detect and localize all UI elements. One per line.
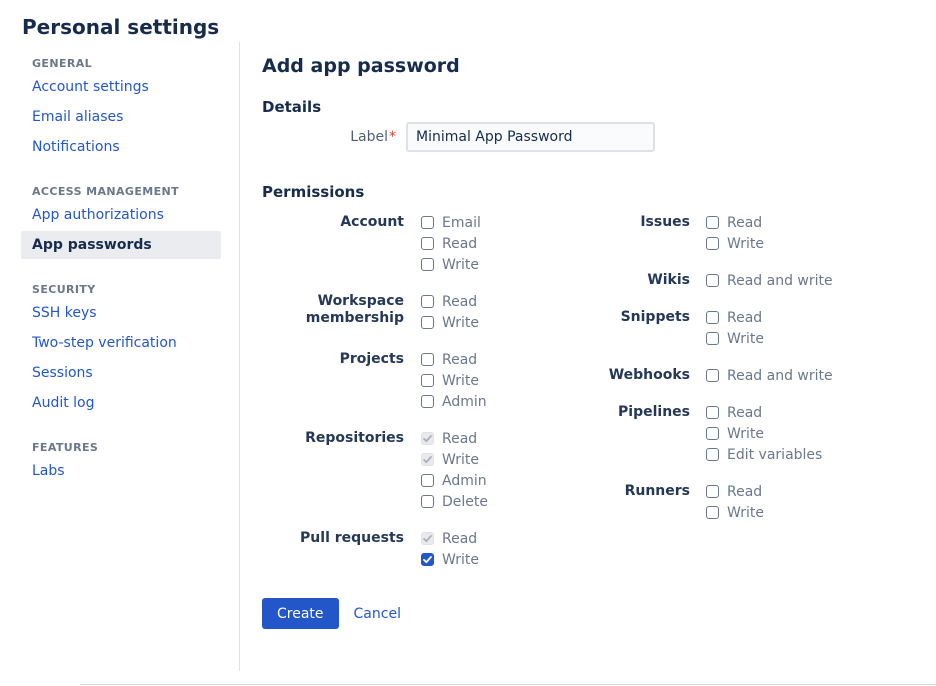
permission-option-workspace-membership-read <box>421 291 479 312</box>
checkbox-label: Read <box>442 530 478 547</box>
permission-option-repositories-write <box>421 449 488 470</box>
checkbox-runners-read[interactable] <box>706 485 719 498</box>
label-form-row <box>262 122 916 152</box>
checkbox-label: Write <box>727 235 764 252</box>
permission-option-repositories-admin <box>421 470 488 491</box>
checkbox-account-email[interactable] <box>421 216 434 229</box>
permission-group-label: Pipelines <box>618 404 690 420</box>
sidebar-section-header-features: FEATURES <box>32 441 99 454</box>
form-actions <box>262 598 916 629</box>
sidebar-item-notifications[interactable]: Notifications <box>32 139 120 155</box>
checkbox-label: Read and write <box>727 367 833 384</box>
checkbox-repositories-delete[interactable] <box>421 495 434 508</box>
main-content <box>240 42 936 671</box>
permission-option-pipelines-edit-variables <box>706 444 822 465</box>
checkmark-icon <box>422 433 433 444</box>
permission-group-account <box>262 212 600 275</box>
checkbox-issues-write[interactable] <box>706 237 719 250</box>
permission-group-pull-requests <box>262 528 600 570</box>
sidebar-section-header-access-management: ACCESS MANAGEMENT <box>32 185 180 198</box>
form-title: Add app password <box>262 55 460 77</box>
permission-options <box>421 349 487 412</box>
permission-group-projects <box>262 349 600 412</box>
create-button[interactable]: Create <box>262 598 339 629</box>
checkbox-label: Read <box>727 483 763 500</box>
checkbox-label: Write <box>727 425 764 442</box>
sidebar-item-two-step-verification[interactable]: Two-step verification <box>32 335 177 351</box>
permission-option-projects-write <box>421 370 487 391</box>
checkbox-label: Write <box>442 314 479 331</box>
checkbox-snippets-read[interactable] <box>706 311 719 324</box>
sidebar-item-app-passwords[interactable]: App passwords <box>21 231 221 259</box>
checkbox-label: Email <box>442 214 481 231</box>
permission-options <box>706 307 764 349</box>
page-title: Personal settings <box>22 15 220 39</box>
permission-options <box>706 270 833 291</box>
permission-group-repositories <box>262 428 600 512</box>
permission-options <box>706 402 822 465</box>
permission-group-wikis <box>600 270 916 291</box>
checkbox-label: Read <box>727 309 763 326</box>
permission-option-account-email <box>421 212 481 233</box>
permissions-heading: Permissions <box>262 183 365 201</box>
checkbox-pull-requests-write[interactable] <box>421 553 434 566</box>
checkbox-issues-read[interactable] <box>706 216 719 229</box>
checkbox-pipelines-read[interactable] <box>706 406 719 419</box>
checkbox-repositories-read <box>421 432 434 445</box>
checkbox-pull-requests-read <box>421 532 434 545</box>
checkbox-label: Read <box>442 351 478 368</box>
permission-group-workspace-membership <box>262 291 600 333</box>
permission-group-label: Repositories <box>305 430 404 446</box>
checkbox-label: Read <box>442 430 478 447</box>
checkbox-label: Write <box>442 256 479 273</box>
sidebar-section-header-security: SECURITY <box>32 283 96 296</box>
permission-option-wikis-read-and-write <box>706 270 833 291</box>
permission-option-repositories-read <box>421 428 488 449</box>
checkbox-label: Delete <box>442 493 488 510</box>
sidebar-item-audit-log[interactable]: Audit log <box>32 395 95 411</box>
label-input[interactable] <box>406 122 655 152</box>
checkbox-label: Read <box>727 404 763 421</box>
sidebar-item-email-aliases[interactable]: Email aliases <box>32 109 124 125</box>
checkbox-snippets-write[interactable] <box>706 332 719 345</box>
permission-options <box>421 212 481 275</box>
checkbox-label: Write <box>442 551 479 568</box>
label-field-label <box>262 129 406 145</box>
checkmark-icon <box>422 454 433 465</box>
sidebar-section-header-general: GENERAL <box>32 57 93 70</box>
permission-option-repositories-delete <box>421 491 488 512</box>
checkbox-label: Write <box>727 330 764 347</box>
permission-group-label: Projects <box>339 351 404 367</box>
permission-options <box>421 291 479 333</box>
permissions-column-1 <box>262 212 600 586</box>
permission-options <box>706 212 764 254</box>
permission-group-label: Wikis <box>647 272 690 288</box>
checkbox-repositories-write <box>421 453 434 466</box>
checkbox-runners-write[interactable] <box>706 506 719 519</box>
permission-options <box>706 481 764 523</box>
checkbox-label: Write <box>727 504 764 521</box>
permission-group-issues <box>600 212 916 254</box>
checkbox-label: Write <box>442 372 479 389</box>
checkmark-icon <box>422 554 433 565</box>
checkbox-label: Admin <box>442 393 487 410</box>
permission-group-label: Issues <box>640 214 690 230</box>
sidebar <box>0 42 240 671</box>
permission-group-runners <box>600 481 916 523</box>
permission-option-pipelines-write <box>706 423 822 444</box>
checkbox-projects-read[interactable] <box>421 353 434 366</box>
permission-option-account-read <box>421 233 481 254</box>
checkbox-repositories-admin[interactable] <box>421 474 434 487</box>
permission-group-pipelines <box>600 402 916 465</box>
permissions-grid <box>262 212 916 586</box>
sidebar-item-account-settings[interactable]: Account settings <box>32 79 149 95</box>
checkbox-account-write[interactable] <box>421 258 434 271</box>
permission-group-label: Webhooks <box>608 367 690 383</box>
sidebar-item-labs[interactable]: Labs <box>32 463 65 479</box>
permission-option-workspace-membership-write <box>421 312 479 333</box>
sidebar-item-ssh-keys[interactable]: SSH keys <box>32 305 97 321</box>
checkbox-pipelines-write[interactable] <box>706 427 719 440</box>
permission-option-snippets-read <box>706 307 764 328</box>
permission-option-account-write <box>421 254 481 275</box>
permission-option-runners-write <box>706 502 764 523</box>
permission-group-label: Workspace membership <box>305 293 404 326</box>
permission-group-label: Account <box>340 214 404 230</box>
checkmark-icon <box>422 533 433 544</box>
permission-group-snippets <box>600 307 916 349</box>
permission-option-snippets-write <box>706 328 764 349</box>
permission-option-projects-admin <box>421 391 487 412</box>
checkbox-label: Read <box>442 293 478 310</box>
checkbox-wikis-read-and-write[interactable] <box>706 274 719 287</box>
permission-options <box>421 528 479 570</box>
permissions-column-2 <box>600 212 916 586</box>
cancel-link[interactable]: Cancel <box>353 605 401 622</box>
checkbox-projects-write[interactable] <box>421 374 434 387</box>
permission-group-webhooks <box>600 365 916 386</box>
checkbox-workspace-membership-write[interactable] <box>421 316 434 329</box>
permission-option-webhooks-read-and-write <box>706 365 833 386</box>
permission-option-issues-write <box>706 233 764 254</box>
permission-options <box>706 365 833 386</box>
permission-option-issues-read <box>706 212 764 233</box>
details-heading: Details <box>262 98 322 116</box>
checkbox-label: Read <box>442 235 478 252</box>
sidebar-item-sessions[interactable]: Sessions <box>32 365 93 381</box>
permission-option-runners-read <box>706 481 764 502</box>
checkbox-label: Admin <box>442 472 487 489</box>
permission-option-pull-requests-write <box>421 549 479 570</box>
checkbox-workspace-membership-read[interactable] <box>421 295 434 308</box>
bottom-divider <box>80 684 936 685</box>
checkbox-webhooks-read-and-write[interactable] <box>706 369 719 382</box>
permission-group-label: Snippets <box>620 309 690 325</box>
permission-option-pull-requests-read <box>421 528 479 549</box>
checkbox-label: Write <box>442 451 479 468</box>
permission-option-projects-read <box>421 349 487 370</box>
label-field-label-text: Label <box>350 129 388 145</box>
layout <box>0 42 936 671</box>
sidebar-item-app-authorizations[interactable]: App authorizations <box>32 207 164 223</box>
permission-group-label: Runners <box>624 483 690 499</box>
permission-options <box>421 428 488 512</box>
checkbox-projects-admin[interactable] <box>421 395 434 408</box>
permission-option-pipelines-read <box>706 402 822 423</box>
required-asterisk: * <box>389 129 396 145</box>
checkbox-label: Read <box>727 214 763 231</box>
permission-group-label: Pull requests <box>300 530 404 546</box>
checkbox-account-read[interactable] <box>421 237 434 250</box>
checkbox-label: Edit variables <box>727 446 823 463</box>
checkbox-label: Read and write <box>727 272 833 289</box>
checkbox-pipelines-edit-variables[interactable] <box>706 448 719 461</box>
